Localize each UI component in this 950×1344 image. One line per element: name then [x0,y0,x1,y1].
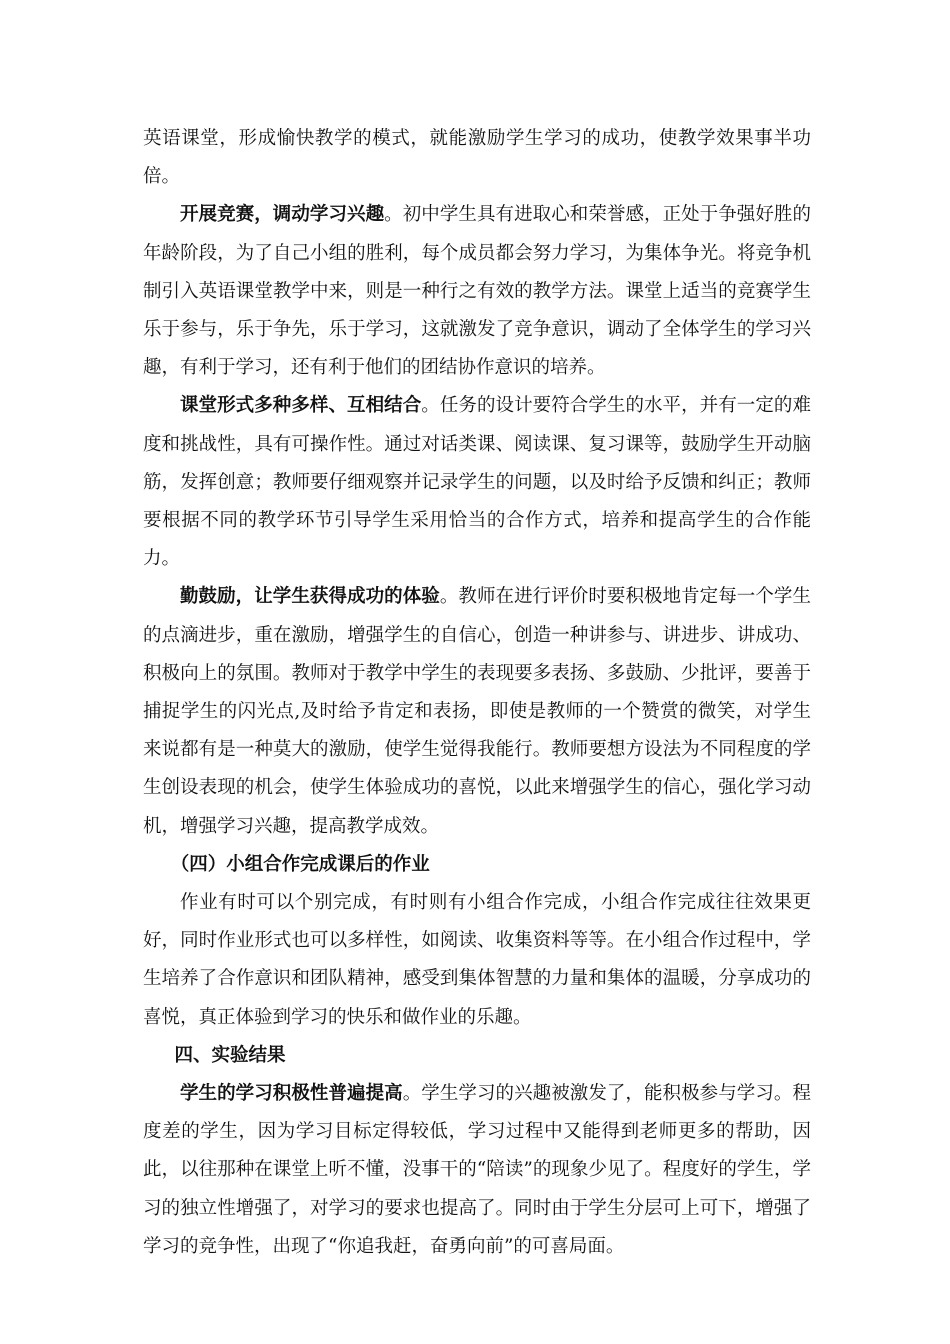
paragraph-continuation [143,120,811,196]
paragraph-lead: 开展竞赛，调动学习兴趣 [180,204,385,226]
section-heading-group-homework: （四）小组合作完成课后的作业 [170,853,430,875]
paragraph-homework [143,884,811,1037]
paragraph-competition [143,196,811,387]
document-page [143,120,811,1266]
paragraph-results [143,1075,811,1266]
paragraph-class-forms [143,387,811,578]
paragraph-text: 。学生学习的兴趣被激发了，能积极参与学习。程度差的学生，因为学习目标定得较低，学习过程中又能得到老师更多的帮助，因此，以往那种在课堂上听不懂，没事干的“陪读”的现象少见了。程度好的学生，学习的独立性增强了，对学习的要求也提高了。同时由于学生分层可上可下，增强了学习的竞争性，出现了“你追我赶，奋勇向前”的可喜局面。 [143,1083,811,1257]
paragraph-text: 。任务的设计要符合学生的水平，并有一定的难度和挑战性，具有可操作性。通过对话类课、阅读课、复习课等，鼓励学生开动脑筋，发挥创意；教师要仔细观察并记录学生的问题，以及时给予反馈和纠正；教师要根据不同的教学环节引导学生采用恰当的合作方式，培养和提高学生的合作能力。 [143,395,811,570]
paragraph-lead: 学生的学习积极性普遍提高 [180,1083,403,1105]
paragraph-text: 。初中学生具有进取心和荣誉感，正处于争强好胜的年龄阶段，为了自己小组的胜利，每个成员都会努力学习，为集体争光。将竞争机制引入英语课堂教学中来，则是一种行之有效的教学方法。课堂上适当的竞赛学生乐于参与，乐于争先，乐于学习，这就激发了竞争意识，调动了全体学生的学习兴趣，有利于学习，还有利于他们的团结协作意识的培养。 [143,204,811,379]
paragraph-lead: 课堂形式多种多样、互相结合 [180,395,422,417]
paragraph-encouragement [143,578,811,845]
paragraph-lead: 勤鼓励，让学生获得成功的体验 [180,586,440,608]
section-heading-results: 四、实验结果 [174,1044,286,1066]
paragraph-text: 作业有时可以个别完成，有时则有小组合作完成，小组合作完成往往效果更好，同时作业形式也可以多样性，如阅读、收集资料等等。在小组合作过程中，学生培养了合作意识和团队精神，感受到集体智慧的力量和集体的温暖，分享成功的喜悦，真正体验到学习的快乐和做作业的乐趣。 [143,892,811,1028]
paragraph-text: 。教师在进行评价时要积极地肯定每一个学生的点滴进步，重在激励，增强学生的自信心，创造一种讲参与、讲进步、讲成功、积极向上的氛围。教师对于教学中学生的表现要多表扬、多鼓励、少批评，要善于捕捉学生的闪光点,及时给予肯定和表扬，即使是教师的一个赞赏的微笑，对学生来说都有是一种莫大的激励，使学生觉得我能行。教师要想方设法为不同程度的学生创设表现的机会，使学生体验成功的喜悦，以此来增强学生的信心，强化学习动机，增强学习兴趣，提高教学成效。 [143,586,811,837]
paragraph-text: 英语课堂，形成愉快教学的模式，就能激励学生学习的成功，使教学效果事半功倍。 [143,128,811,188]
